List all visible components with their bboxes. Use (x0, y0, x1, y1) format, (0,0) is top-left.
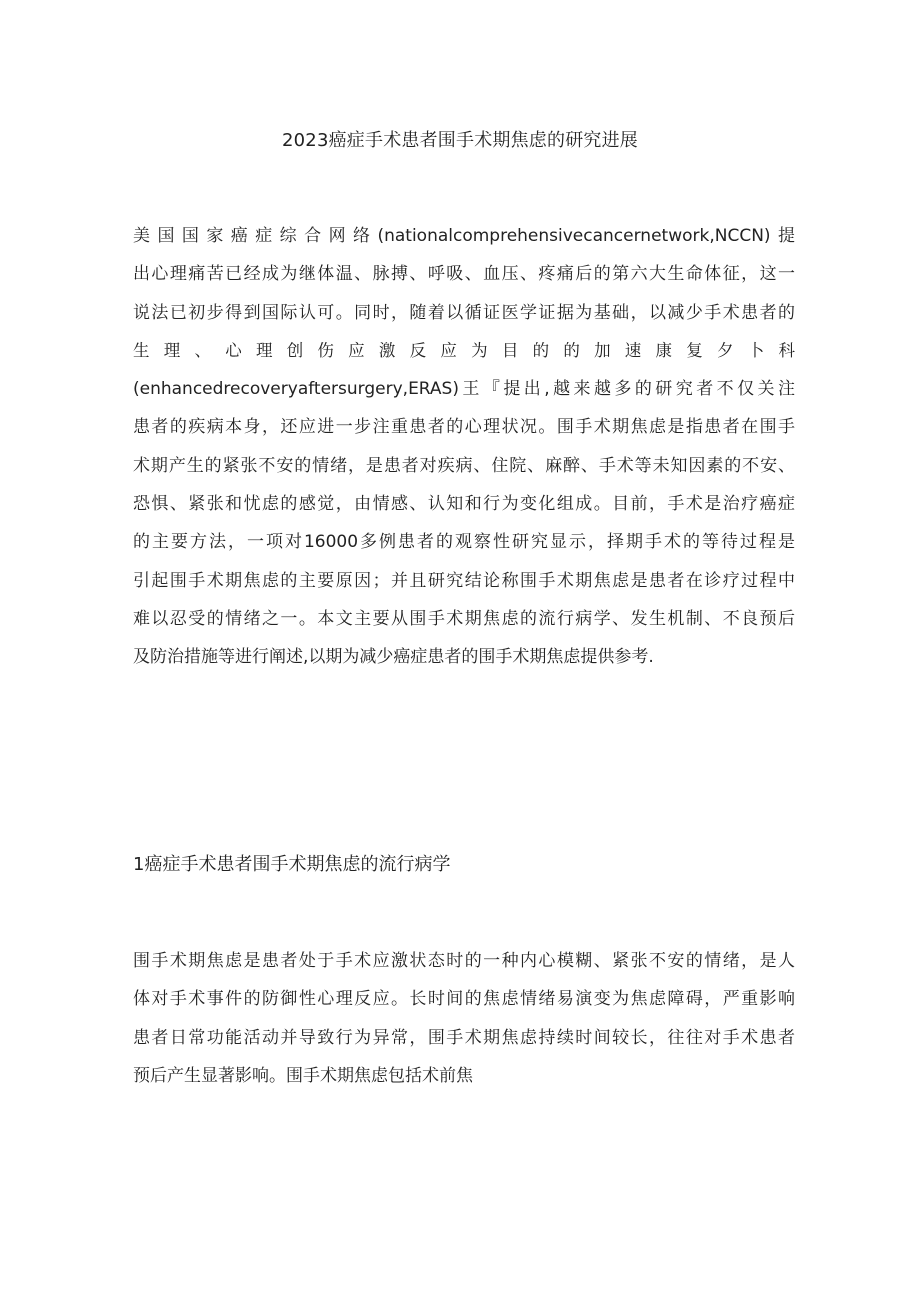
intro-line: 说法已初步得到国际认可。同时，随着以循证医学证据为基础，以减少手术患者的 (133, 302, 795, 323)
intro-line: (enhancedrecoveryaftersurgery,ERAS)王『提出,越来越多的研究者不仅关注 (133, 379, 795, 400)
intro-line: 引起围手术期焦虑的主要原因；并且研究结论称围手术期焦虑是患者在诊疗过程中 (133, 570, 795, 591)
intro-line: 生理、心理创伤应激反应为目的的加速康复夕卜科 (133, 340, 795, 360)
document-title: 2023癌症手术患者围手术期焦虑的研究进展 (281, 130, 638, 151)
section-line: 体对手术事件的防御性心理反应。长时间的焦虑情绪易演变为焦虑障碍，严重影响 (133, 989, 795, 1010)
intro-line: 难以忍受的情绪之一。本文主要从围手术期焦虑的流行病学、发生机制、不良预后 (133, 608, 795, 629)
intro-line: 及防治措施等进行阐述,以期为减少癌症患者的围手术期焦虑提供参考. (133, 647, 654, 668)
section-line: 预后产生显著影响。围手术期焦虑包括术前焦 (133, 1065, 473, 1086)
section-line: 围手术期焦虑是患者处于手术应激状态时的一种内心模糊、紧张不安的情绪，是人 (133, 951, 795, 971)
intro-line: 患者的疾病本身，还应进一步注重患者的心理状况。围手术期焦虑是指患者在围手 (133, 417, 795, 438)
intro-line: 美国国家癌症综合网络(nationalcomprehensivecancernetwork,NCCN)提 (133, 226, 795, 246)
section-paragraph (133, 942, 795, 1095)
intro-line: 出心理痛苦已经成为继体温、脉搏、呼吸、血压、疼痛后的第六大生命体征，这一 (133, 264, 795, 285)
intro-line: 术期产生的紧张不安的情绪，是患者对疾病、住院、麻醉、手术等未知因素的不安、 (133, 455, 795, 476)
section-line: 患者日常功能活动并导致行为异常，围手术期焦虑持续时间较长，往往对手术患者 (133, 1027, 795, 1048)
intro-line: 的主要方法，一项对16000多例患者的观察性研究显示，择期手术的等待过程是 (133, 532, 795, 553)
section-heading: 1癌症手术患者围手术期焦虑的流行病学 (133, 854, 451, 875)
intro-paragraph (133, 217, 795, 677)
intro-line: 恐惧、紧张和忧虑的感觉，由情感、认知和行为变化组成。目前，手术是治疗癌症 (133, 494, 795, 515)
